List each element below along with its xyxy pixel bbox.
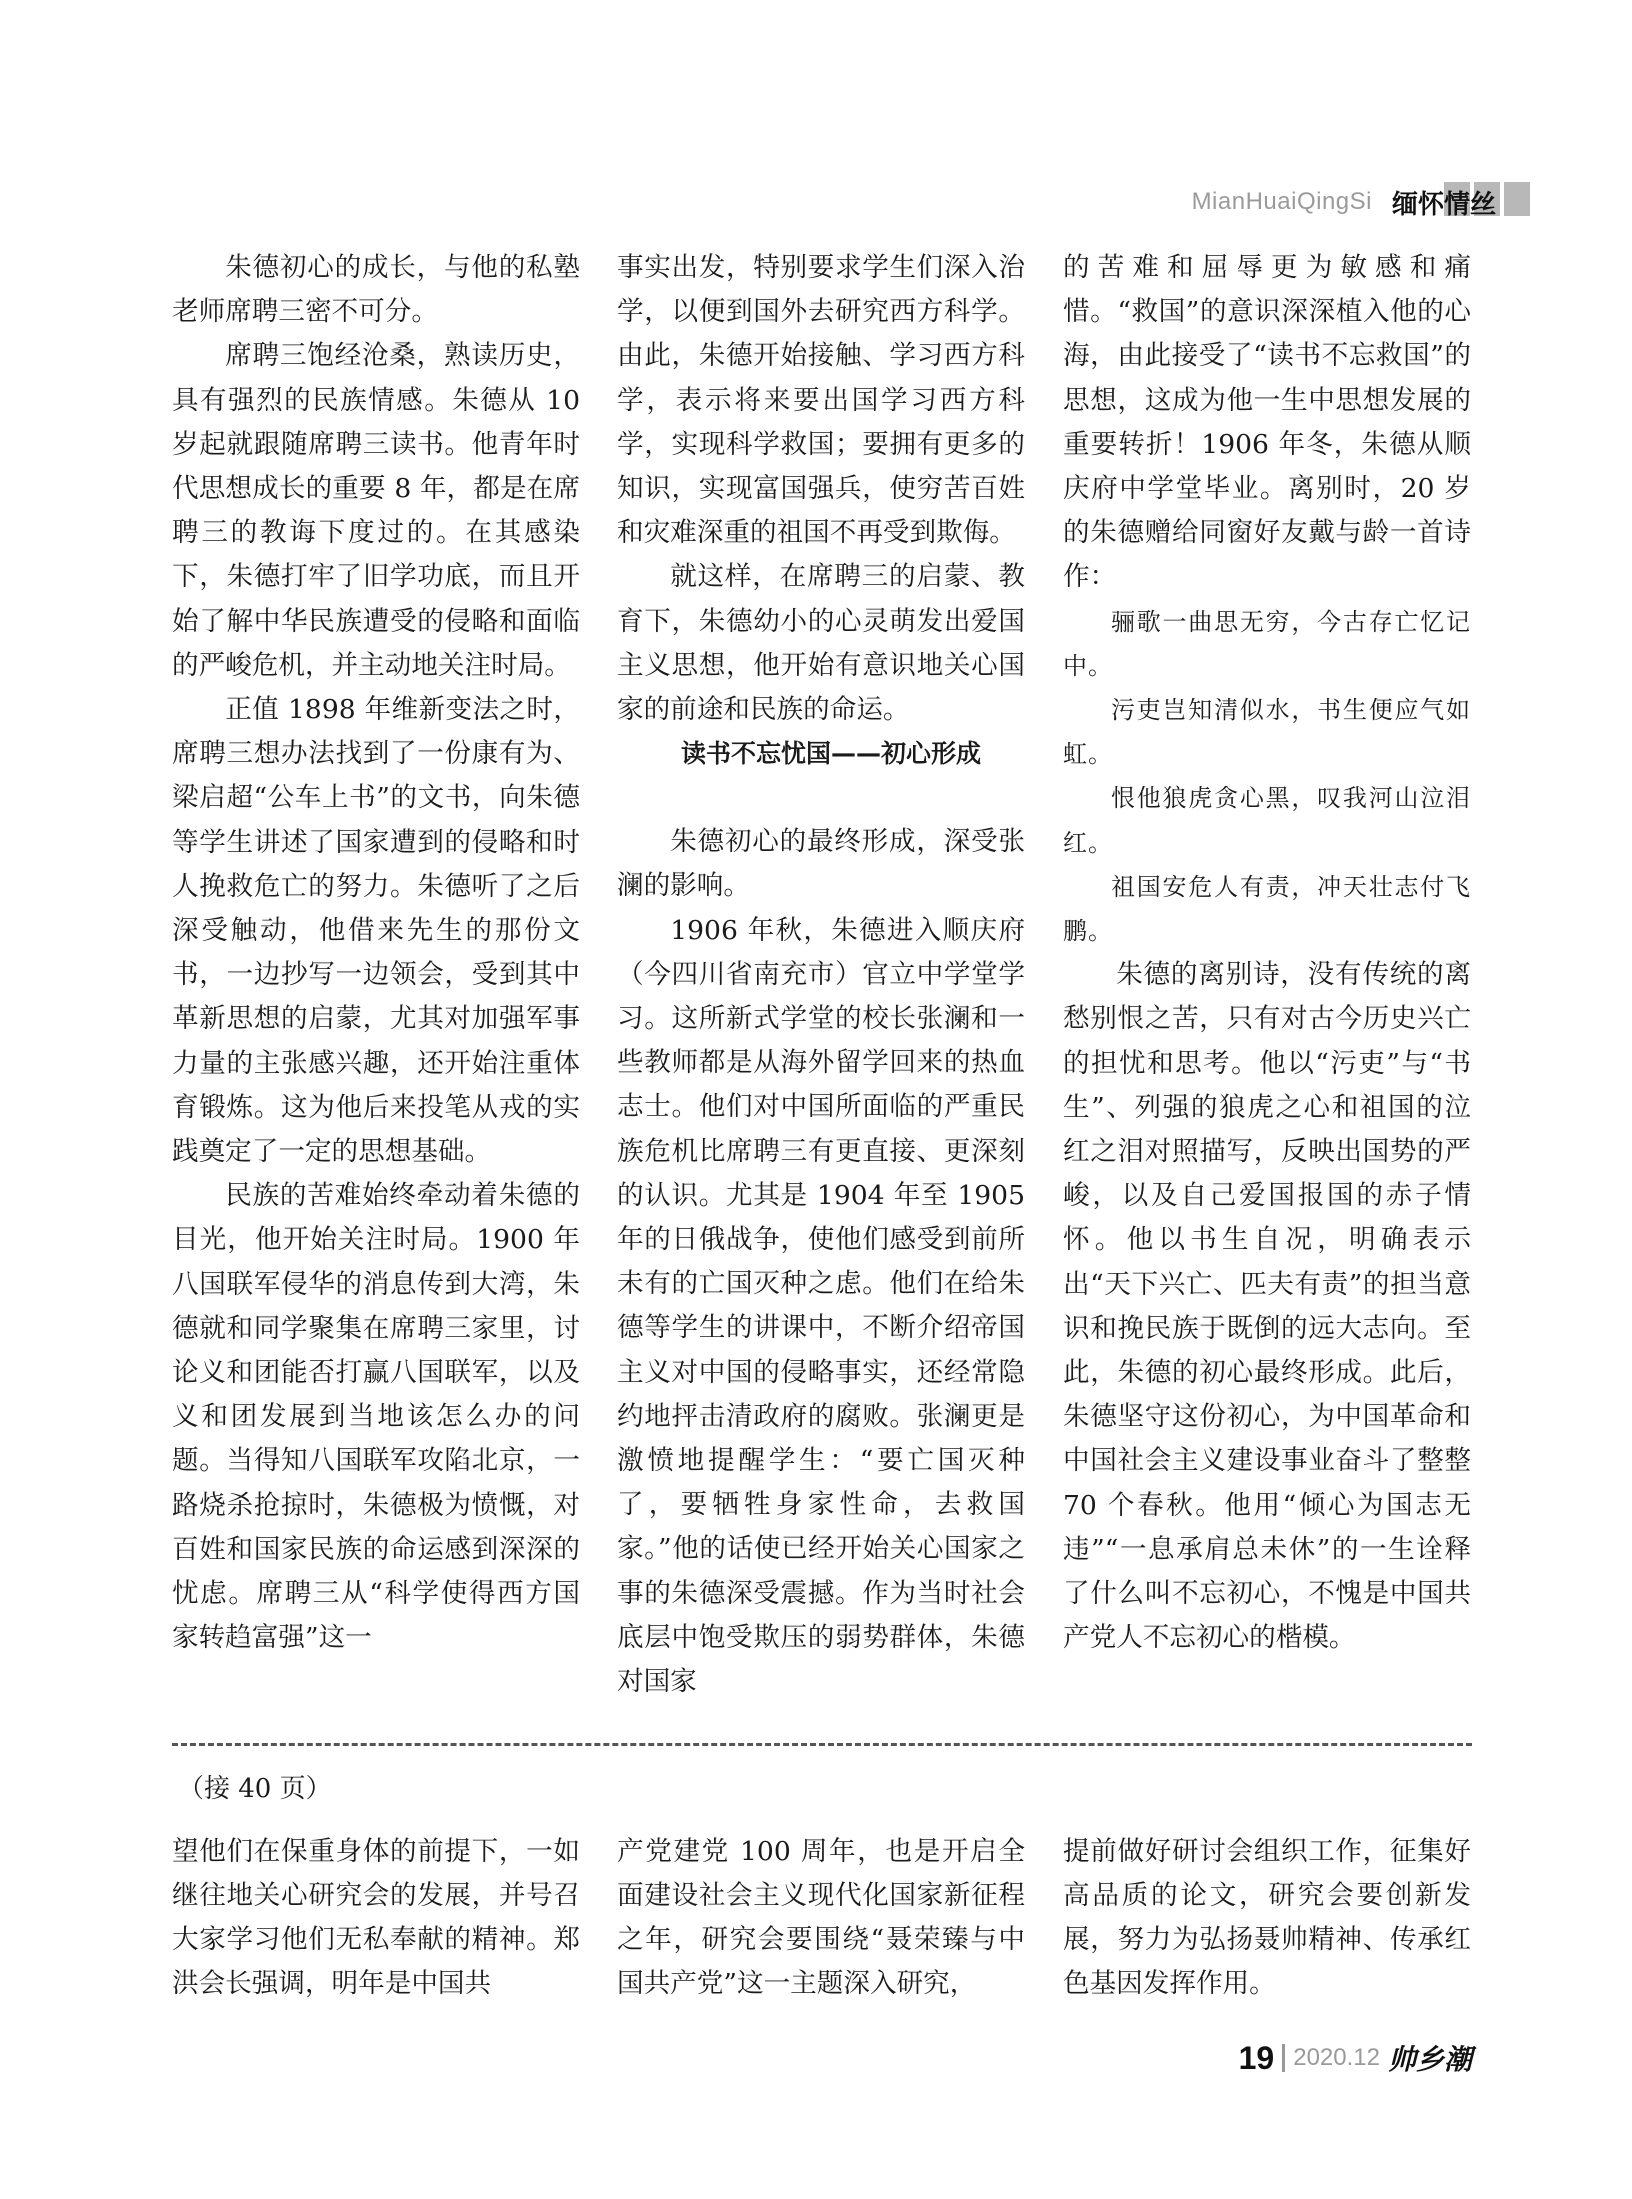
spacer (617, 776, 1025, 820)
article-column-2 (617, 246, 1025, 1704)
continued-column-1 (172, 1830, 580, 2006)
paragraph: 事实出发，特别要求学生们深入治学，以便到国外去研究西方科学。由此，朱德开始接触、学习西方科学，表示将来要出国学习西方科学，实现科学救国；要拥有更多的知识，实现富国强兵，使穷苦百姓和灾难深重的祖国不再受到欺侮。 (617, 252, 1025, 549)
paragraph: 就这样，在席聘三的启蒙、教育下，朱德幼小的心灵萌发出爱国主义思想，他开始有意识地关心国家的前途和民族的命运。 (617, 561, 1025, 726)
issue-date: 2020.12 (1282, 2044, 1380, 2072)
paragraph: 民族的苦难始终牵动着朱德的目光，他开始关注时局。1900 年八国联军侵华的消息传到大湾，朱德就和同学聚集在席聘三家里，讨论义和团能否打赢八国联军，以及义和团发展到当地该怎么办的问题。当得知八国联军攻陷北京，一路烧杀抢掠时，朱德极为愤慨，对百姓和国家民族的命运感到深深的忧虑。席聘三从“科学使得西方国家转趋富强”这一 (172, 1180, 580, 1654)
paragraph: 朱德的离别诗，没有传统的离愁别恨之苦，只有对古今历史兴亡的担忧和思考。他以“污吏”与“书生”、列强的狼虎之心和祖国的泣红之泪对照描写，反映出国势的严峻，以及自己爱国报国的赤子情怀。他以书生自况，明确表示出“天下兴亡、匹夫有责”的担当意识和挽民族于既倒的远大志向。至此，朱德的初心最终形成。此后，朱德坚守这份初心，为中国革命和中国社会主义建设事业奋斗了整整 70 个春秋。他用“倾心为国志无违”“一息承肩总未休”的一生诠释了什么叫不忘初心，不愧是中国共产党人不忘初心的楷模。 (1063, 959, 1471, 1654)
poem-line: 祖国安危人有责，冲天壮志付飞鹏。 (1063, 872, 1471, 946)
paragraph: 提前做好研讨会组织工作，征集好高品质的论文，研究会要创新发展，努力为弘扬聂帅精神、传承红色基因发挥作用。 (1063, 1836, 1471, 1999)
paragraph: 正值 1898 年维新变法之时，席聘三想办法找到了一份康有为、梁启超“公车上书”的文书，向朱德等学生讲述了国家遭到的侵略和时人挽救危亡的努力。朱德听了之后深受触动，他借来先生的那份文书，一边抄写一边领会，受到其中革新思想的启蒙，尤其对加强军事力量的主张感兴趣，还开始注重体育锻炼。这为他后来投笔从戎的实践奠定了一定的思想基础。 (172, 694, 580, 1168)
continued-column-3 (1063, 1830, 1471, 2006)
running-header (1192, 182, 1502, 222)
paragraph: 产党建党 100 周年，也是开启全面建设社会主义现代化国家新征程之年，研究会要围绕“聂荣臻与中国共产党”这一主题深入研究， (617, 1836, 1025, 1999)
continuation-note: （接 40 页） (178, 1774, 332, 1804)
paragraph: 席聘三饱经沧桑，熟读历史，具有强烈的民族情感。朱德从 10 岁起就跟随席聘三读书。他青年时代思想成长的重要 8 年，都是在席聘三的教诲下度过的。在其感染下，朱德打牢了旧学功底，而且开始了解中华民族遭受的侵略和面临的严峻危机，并主动地关注时局。 (172, 340, 580, 681)
paragraph: 朱德初心的最终形成，深受张澜的影响。 (617, 826, 1025, 902)
section-heading: 读书不忘忧国——初心形成 (680, 739, 981, 769)
page-number: 19 (1238, 2039, 1275, 2076)
page-footer (1239, 2038, 1472, 2078)
article-column-1 (172, 246, 580, 1661)
poem-line: 骊歌一曲思无穷，今古存亡忆记中。 (1063, 607, 1471, 680)
article-column-3 (1063, 246, 1471, 1661)
poem-line: 污吏岂知清似水，书生便应气如虹。 (1063, 696, 1471, 769)
section-latin-title: MianHuaiQingSi (1191, 188, 1372, 215)
paragraph: 的苦难和屈辱更为敏感和痛惜。“救国”的意识深深植入他的心海，由此接受了“读书不忘救国”的思想，这成为他一生中思想发展的重要转折！1906 年冬，朱德从顺庆府中学堂毕业。离别时，20 岁的朱德赠给同窗好友戴与龄一首诗作： (1063, 252, 1471, 593)
poem-line: 恨他狼虎贪心黑，叹我河山泣泪红。 (1063, 784, 1471, 857)
section-divider (172, 1743, 1472, 1746)
paragraph: 朱德初心的成长，与他的私塾老师席聘三密不可分。 (172, 252, 580, 328)
continued-column-2 (617, 1830, 1025, 2006)
paragraph: 望他们在保重身体的前提下，一如继往地关心研究会的发展，并号召大家学习他们无私奉献的精神。郑洪会长强调，明年是中国共 (172, 1836, 580, 1999)
paragraph: 1906 年秋，朱德进入顺庆府（今四川省南充市）官立中学堂学习。这所新式学堂的校长张澜和一些教师都是从海外留学回来的热血志士。他们对中国所面临的严重民族危机比席聘三有更直接、更深刻的认识。尤其是 1904 年至 1905 年的日俄战争，使他们感受到前所未有的亡国灭种之虑。他们在给朱德等学生的讲课中，不断介绍帝国主义对中国的侵略事实，还经常隐约地抨击清政府的腐败。张澜更是激愤地提醒学生：“要亡国灭种了，要牺牲身家性命，去救国家。”他的话使已经开始关心国家之事的朱德深受震撼。作为当时社会底层中饱受欺压的弱势群体，朱德对国家 (617, 914, 1025, 1698)
section-title-text: 缅怀情丝 (1391, 189, 1496, 220)
magazine-logo: 帅乡潮 (1387, 2043, 1472, 2076)
section-title (1386, 182, 1502, 223)
